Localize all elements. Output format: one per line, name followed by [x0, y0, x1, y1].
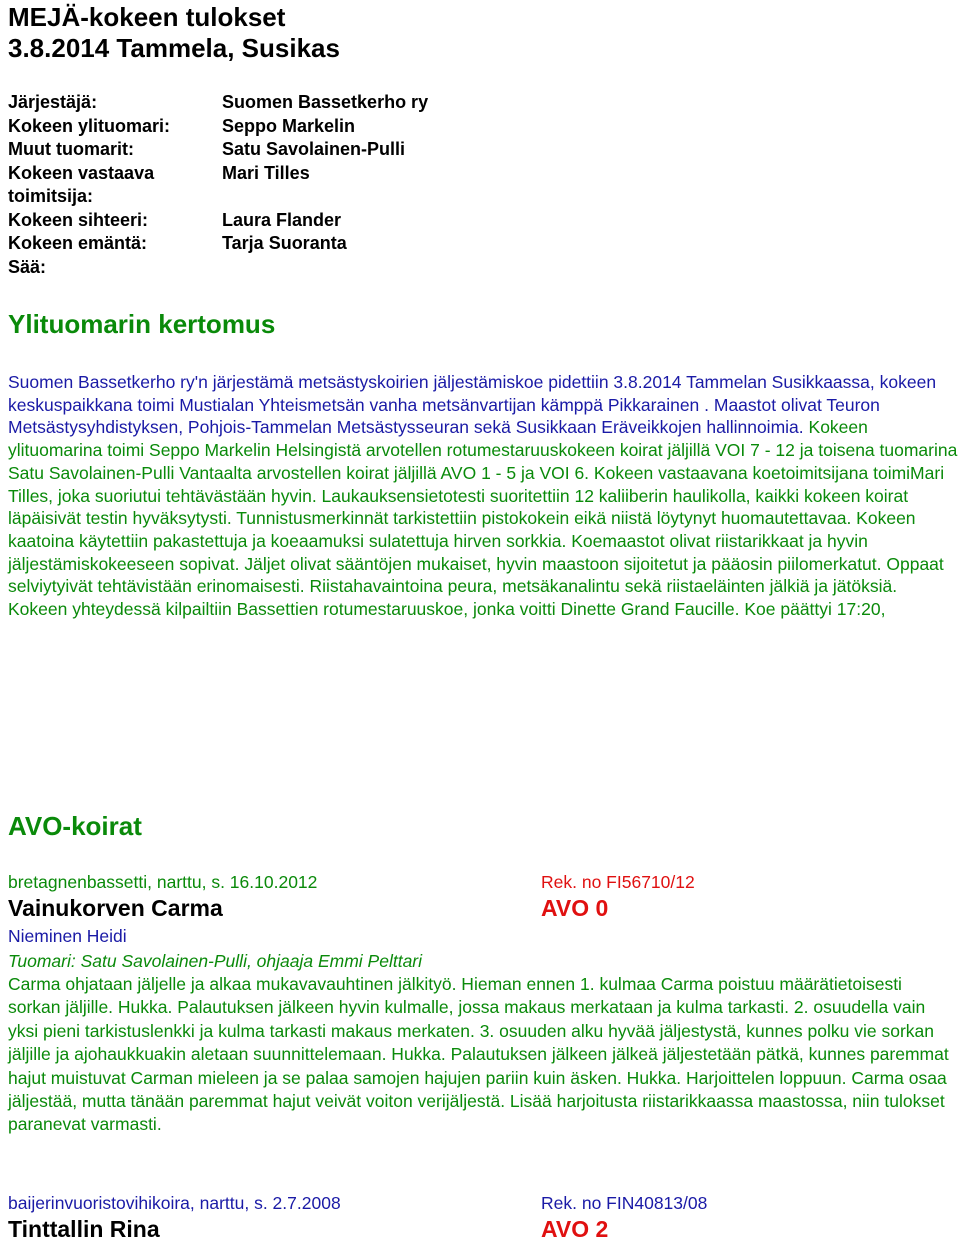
info-value: Suomen Bassetkerho ry [222, 92, 429, 112]
info-value: Satu Savolainen-Pulli [222, 139, 406, 159]
info-label: Kokeen vastaava [8, 162, 155, 183]
dog-result: AVO 0 [541, 895, 609, 921]
info-value: Mari Tilles [222, 162, 310, 183]
report-text-green: Kokeen ylituomarina toimi Seppo Markelin Helsingistä arvotellen rotumestaruuskokeen koirat jäljillä VOI 7 - 12 ja toisena tuomarina Satu Savolainen-Pulli Vantaalta arvostellen koirat jäljillä AVO 1 - 5 ja VOI 6. Kokeen vastaavana koetoimitsijana toimiMari Tilles, joka suoriutui tehtävästään hyvin. Laukauksensietotesti suoritettiin 12 kaliiberin haulikolla, kaikki kokeen koirat läpäisivät testin hyväksytysti. Tunnistusmerkinnät tarkistettiin pistokokein eikä niistä löytynyt huomautettavaa. Kokeen kaatoina käytettiin pakastettuja ja koeaamuksi sulatettuja hirven sorkkia. Koemaastot olivat riistarikkaat ja hyvin jäljestämiskokeeseen sopivat. Jäljet olivat sääntöjen mukaiset, hyvin maastoon sijoitetut ja pääosin piilomerkatut. Oppaat selviytyivät tehtävistään erinomaisesti. Riistahavaintoina peura, metsäkanalintu sekä riistaeläinten jälkiä ja jätöksiä. Kokeen yhteydessä kilpailtiin Bassettien rotumestaruuskoe, jonka voitti Dinette Grand Faucille. Koe päättyi 17:20, [8, 417, 958, 620]
dog-result: AVO 2 [541, 1216, 609, 1242]
info-label: Kokeen ylituomari: [8, 115, 171, 136]
dog-breed: baijerinvuoristovihikoira, narttu, s. 2.7.2008 [8, 1193, 341, 1213]
info-label: toimitsija: [8, 186, 94, 206]
page-title: MEJÄ-kokeen tulokset [8, 2, 286, 32]
section-heading: AVO-koirat [8, 811, 142, 841]
info-label: Kokeen emäntä: [8, 233, 148, 253]
info-label: Sää: [8, 256, 47, 277]
report-text-blue: Suomen Bassetkerho ry'n järjestämä metsästyskoirien jäljestämiskoe pidettiin 3.8.2014 Tammelan Susikkaassa, kokeen keskuspaikkana toimi Mustialan Yhteismetsän vanha metsänvartijan kämppä Pikkarainen . Maastot olivat Teuron Metsästysyhdistyksen, Pohjois-Tammelan Metsästysseuran sekä Susikkaan Eräveikkojen hallinnoimia. [8, 372, 937, 438]
dog-name: Vainukorven Carma [8, 895, 223, 921]
report-heading: Ylituomarin kertomus [8, 309, 276, 339]
dog-name: Tinttallin Rina [8, 1216, 160, 1242]
dog-text: Carma ohjataan jäljelle ja alkaa mukavavauhtinen jälkityö. Hieman ennen 1. kulmaa Carma poistuu määrätietoisesti sorkan jäljille. Hukka. Palautuksen jälkeen hyvin kulmalle, jossa makaus merkataan ja kulma tarkasti. 2. osuudella vain yksi pieni tarkistuslenkki ja kulma tarkasti makaus merkaten. 3. osuuden alku hyvää jäljestystä, kunnes polku vie sorkan jäljille ja ajohaukkuakin aletaan suunnittelemaan. Hukka. Palautuksen jälkeen jälkeä jäljestetään pätkä, kunnes paremmat hajut muistuvat Carman mieleen ja se palaa samojen hajujen pariin kuin äsken. Hukka. Harjoittelen loppuun. Carma osaa jäljestää, mutta tänään paremmat hajut veivät voiton verijäljestä. Lisää harjoitusta riistarikkaassa maastossa, niin tulokset paranevat varmasti. [8, 974, 949, 1135]
report-text [8, 371, 958, 621]
info-value: Seppo Markelin [222, 115, 356, 136]
info-label: Järjestäjä: [8, 92, 98, 112]
info-value: Laura Flander [222, 209, 342, 230]
dog-reg: Rek. no FI56710/12 [541, 872, 695, 892]
info-label: Kokeen sihteeri: [8, 209, 149, 230]
info-value [222, 185, 428, 209]
info-values [222, 91, 428, 256]
info-value: Tarja Suoranta [222, 233, 347, 253]
dog-breed: bretagnenbassetti, narttu, s. 16.10.2012 [8, 872, 318, 892]
info-labels [8, 91, 170, 279]
dog-judge: Tuomari: Satu Savolainen-Pulli, ohjaaja Emmi Pelttari [8, 951, 423, 971]
page-subtitle: 3.8.2014 Tammela, Susikas [8, 33, 340, 63]
dog-owner: Nieminen Heidi [8, 926, 127, 946]
dog-reg: Rek. no FIN40813/08 [541, 1193, 708, 1213]
info-label: Muut tuomarit: [8, 139, 134, 159]
